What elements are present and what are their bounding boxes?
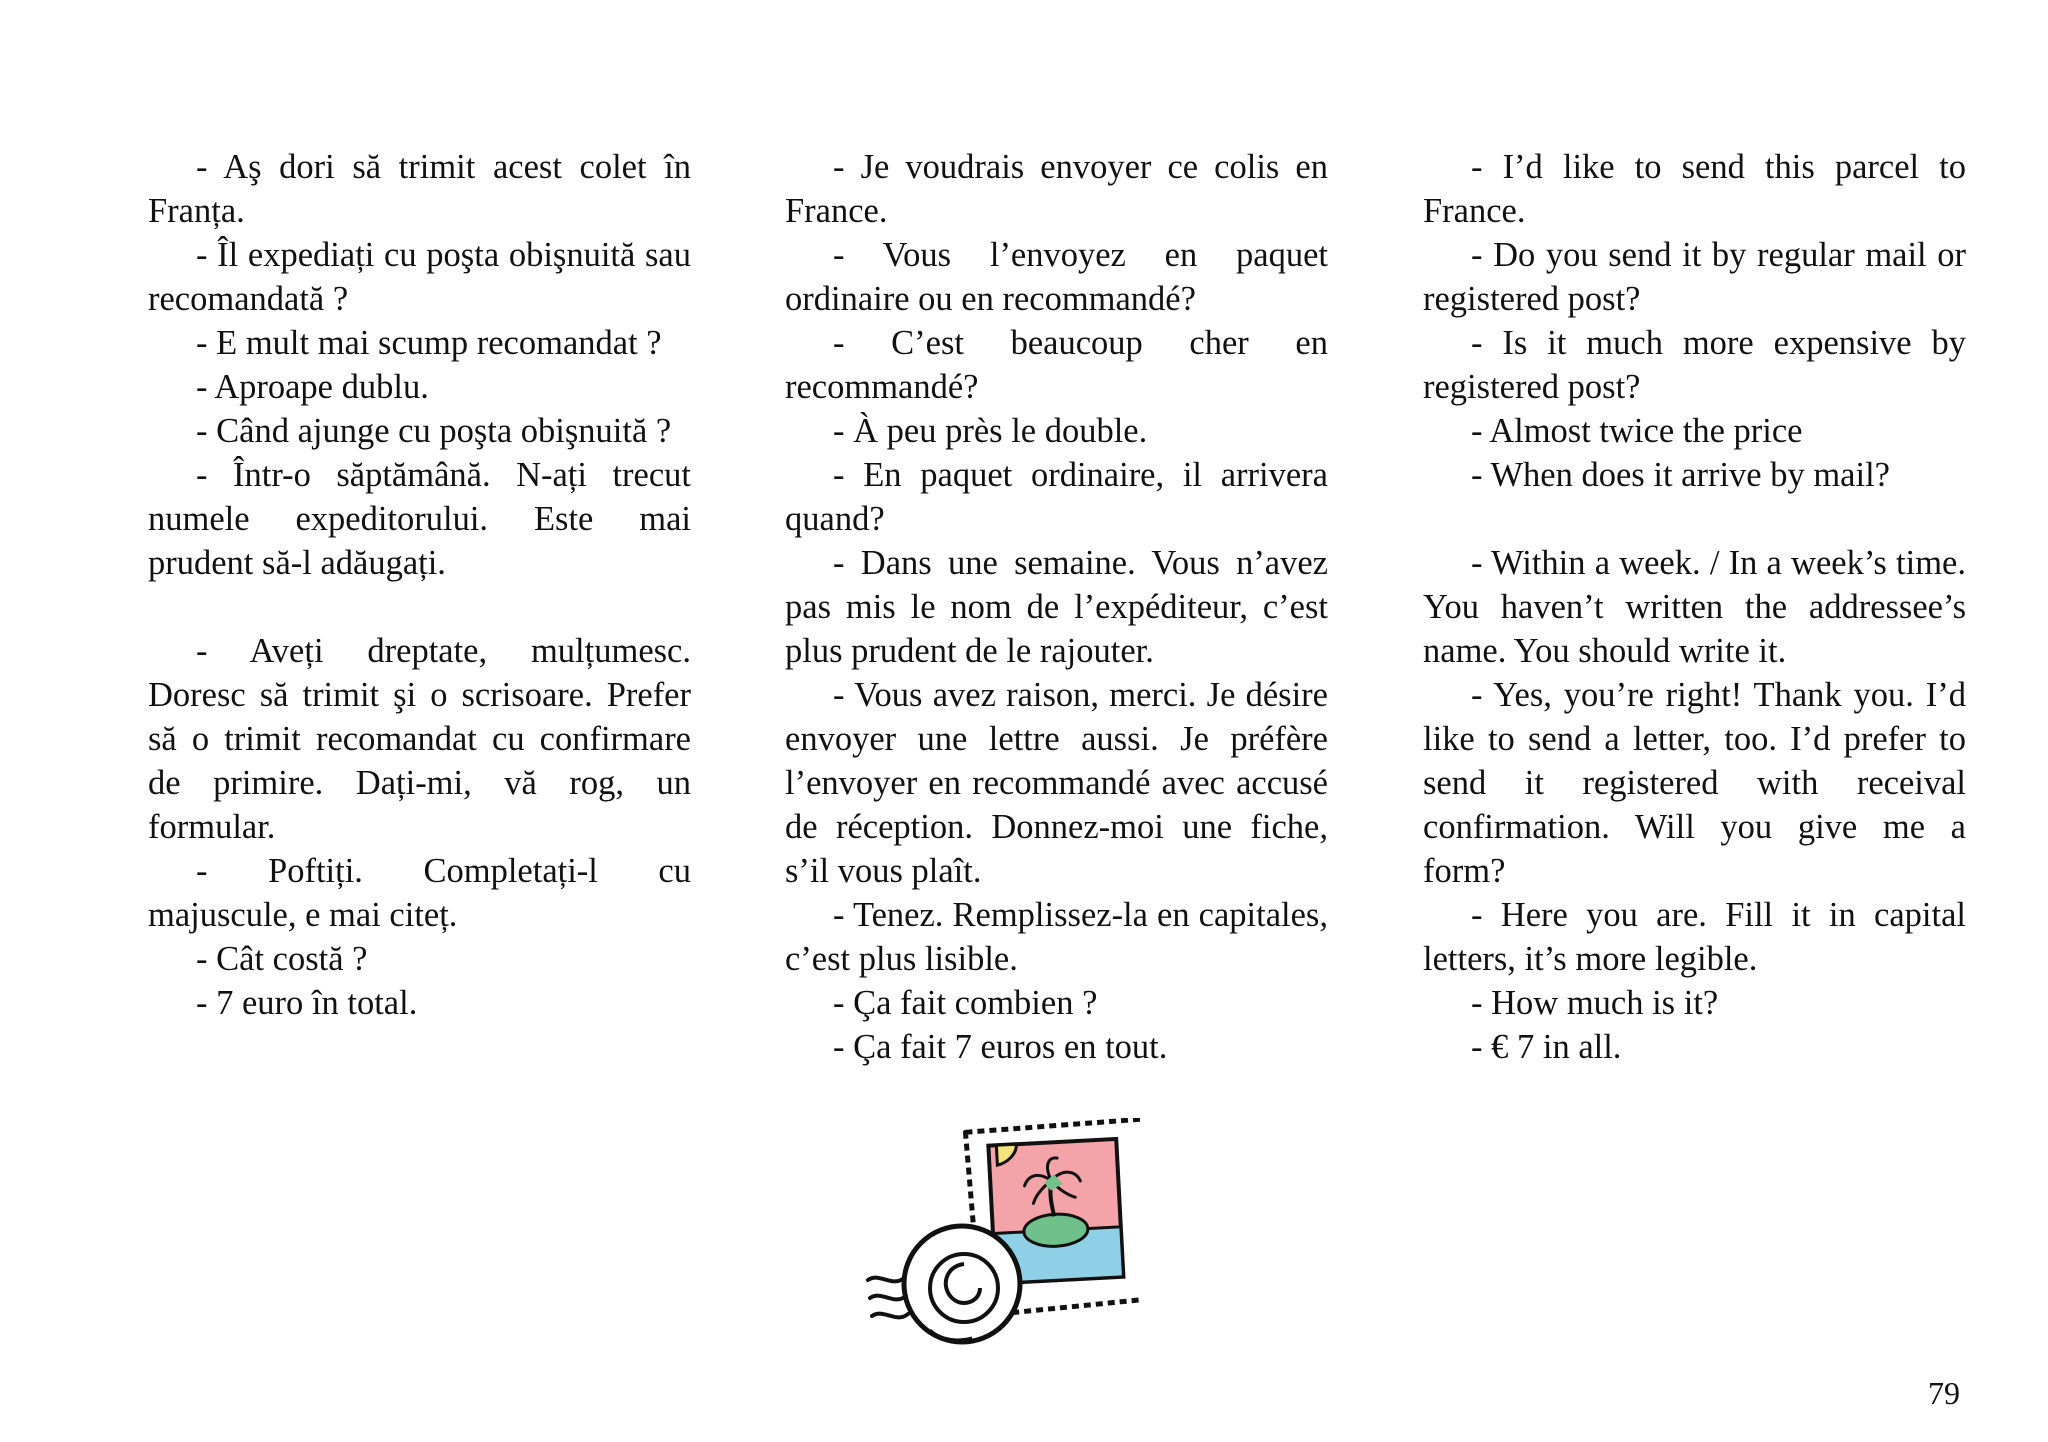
dialogue-line: - Almost twice the price bbox=[1471, 412, 1803, 450]
dialogue-line: - Îl expediați cu poşta obişnuită sau recomandată ? bbox=[148, 236, 691, 318]
dialogue-line: - Dans une semaine. Vous n’avez pas mis le nom de l’expéditeur, c’est plus prudent de le rajouter. bbox=[785, 544, 1328, 670]
dialogue-line: - Tenez. Remplissez-la en capitales, c’est plus lisible. bbox=[785, 896, 1328, 978]
dialogue-line: - I’d like to send this parcel to France. bbox=[1423, 148, 1966, 230]
dialogue-line: - Here you are. Fill it in capital letters, it’s more legible. bbox=[1423, 896, 1966, 978]
english-column bbox=[1423, 145, 1966, 1069]
page-number: 79 bbox=[1928, 1375, 1960, 1411]
romanian-column bbox=[148, 145, 691, 1025]
dialogue-line: - Aproape dublu. bbox=[196, 368, 429, 406]
dialogue-line: - Aveți dreptate, mulțumesc. Doresc să trimit şi o scrisoare. Prefer să o trimit recomandat cu confirmare de primire. Dați-mi, vă rog, un formular. bbox=[148, 632, 691, 846]
dialogue-line: - 7 euro în total. bbox=[196, 984, 418, 1022]
dialogue-line: - Je voudrais envoyer ce colis en France. bbox=[785, 148, 1328, 230]
dialogue-line: - Within a week. / In a week’s time. You haven’t written the addressee’s name. You should write it. bbox=[1423, 544, 1966, 670]
dialogue-line: - Cât costă ? bbox=[196, 940, 368, 978]
postage-stamp-drawing bbox=[860, 1118, 1140, 1358]
dialogue-line: - En paquet ordinaire, il arrivera quand? bbox=[785, 456, 1328, 538]
dialogue-line: - Do you send it by regular mail or registered post? bbox=[1423, 236, 1966, 318]
dialogue-line: - Yes, you’re right! Thank you. I’d like to send a letter, too. I’d prefer to send it registered with receival confirmation. Will you give me a form? bbox=[1423, 676, 1966, 890]
dialogue-line: - E mult mai scump recomandat ? bbox=[196, 324, 662, 362]
dialogue-line: - Poftiți. Completați-l cu majuscule, e mai citeț. bbox=[148, 852, 691, 934]
dialogue-line: - Când ajunge cu poşta obişnuită ? bbox=[196, 412, 672, 450]
dialogue-line: - Vous l’envoyez en paquet ordinaire ou en recommandé? bbox=[785, 236, 1328, 318]
dialogue-line: - Is it much more expensive by registered post? bbox=[1423, 324, 1966, 406]
dialogue-line: - How much is it? bbox=[1471, 984, 1719, 1022]
dialogue-line: - Ça fait combien ? bbox=[833, 984, 1098, 1022]
dialogue-line: - Într-o săptămână. N-ați trecut numele expeditorului. Este mai prudent să-l adăugați. bbox=[148, 456, 691, 582]
dialogue-line: - À peu près le double. bbox=[833, 412, 1148, 450]
postage-stamp-icon bbox=[860, 1118, 1140, 1358]
dialogue-line: - Ça fait 7 euros en tout. bbox=[833, 1028, 1168, 1066]
dialogue-line: - C’est beaucoup cher en recommandé? bbox=[785, 324, 1328, 406]
dialogue-line: - Aş dori să trimit acest colet în Franța. bbox=[148, 148, 691, 230]
dialogue-line: - Vous avez raison, merci. Je désire envoyer une lettre aussi. Je préfère l’envoyer en recommandé avec accusé de réception. Donnez-moi une fiche, s’il vous plaît. bbox=[785, 676, 1328, 890]
dialogue-line: - € 7 in all. bbox=[1471, 1028, 1622, 1066]
french-column bbox=[785, 145, 1328, 1069]
dialogue-line: - When does it arrive by mail? bbox=[1471, 456, 1890, 494]
